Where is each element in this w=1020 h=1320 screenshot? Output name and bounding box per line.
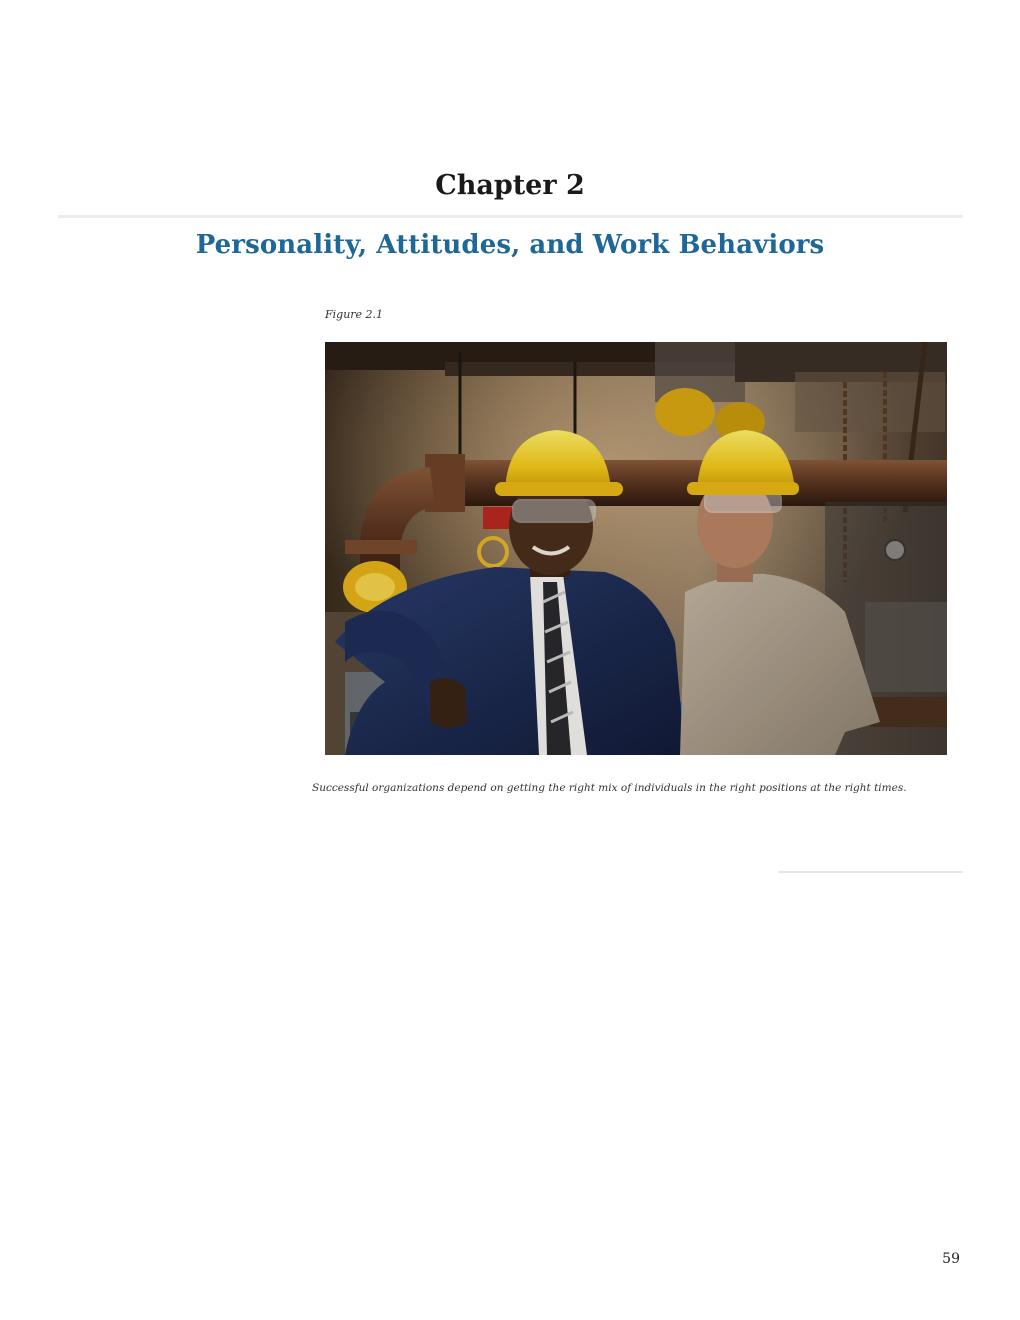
footer-divider bbox=[778, 871, 963, 873]
figure-caption: Successful organizations depend on getting the right mix of individuals in the right positions at the right times. bbox=[312, 782, 907, 794]
figure-photo bbox=[325, 342, 947, 755]
chapter-label: Chapter 2 bbox=[435, 170, 585, 201]
chapter-title: Personality, Attitudes, and Work Behaviors bbox=[195, 230, 825, 260]
header-divider bbox=[58, 215, 963, 218]
page-number: 59 bbox=[942, 1251, 960, 1267]
figure-label: Figure 2.1 bbox=[325, 308, 384, 321]
